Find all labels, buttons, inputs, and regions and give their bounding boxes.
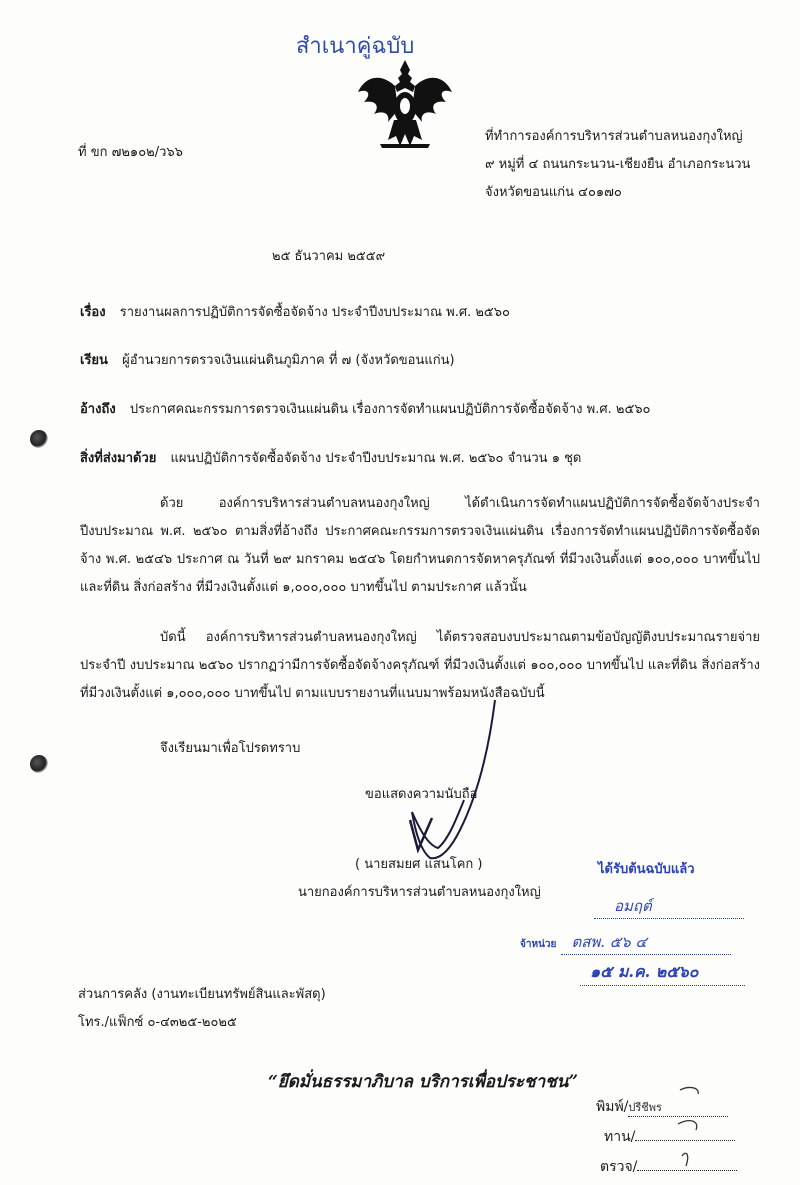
receipt-unit-label: จ้าหน่วย (520, 939, 557, 950)
body-paragraph-2-text: บัดนี้ องค์การบริหารส่วนตำบลหนองกุงใหญ่ ได้ตรวจสอบงบประมาณตามข้อบัญญัติงบประมาณรายจ่ายประจำปี งบประมาณ ๒๕๖๐ ปรากฏว่ามีการจัดซื้อจัดจ้างครุภัณฑ์ ที่มีวงเงินตั้งแต่ ๑๐๐,๐๐๐ บาทขึ้นไป และที่ดิน สิ่งก่อสร้าง ที่มีวงเงินตั้งแต่ ๑,๐๐๐,๐๐๐ บาทขึ้นไป ตามแบบรายงานที่แนบมาพร้อมหนังสือฉบับนี้ (80, 630, 760, 701)
address-line-1: ที่ทำการองค์การบริหารส่วนตำบลหนองกุงใหญ่ (485, 129, 743, 144)
body-paragraph-1 (80, 490, 760, 602)
body-paragraph-1-text: ด้วย องค์การบริหารส่วนตำบลหนองกุงใหญ่ ได้ดำเนินการจัดทำแผนปฏิบัติการจัดซื้อจัดจ้างประจำปีงบประมาณ พ.ศ. ๒๕๖๐ ตามสิ่งที่อ้างถึง ประกาศคณะกรรมการตรวจเงินแผ่นดิน เรื่องการจัดทำแผนปฏิบัติการจัดซื้อจัดจ้าง พ.ศ. ๒๕๔๖ ประกาศ ณ วันที่ ๒๙ มกราคม ๒๕๔๖ โดยกำหนดการจัดหาครุภัณฑ์ ที่มีวงเงินตั้งแต่ ๑๐๐,๐๐๐ บาทขึ้นไป และที่ดิน สิ่งก่อสร้าง ที่มีวงเงินตั้งแต่ ๑,๐๐๐,๐๐๐ บาทขึ้นไป ตามประกาศ แล้วนั้น (80, 496, 760, 595)
closing-line: จึงเรียนมาเพื่อโปรดทราบ (160, 741, 301, 756)
initials-scribble-icon (660, 1080, 720, 1180)
reference-row (80, 401, 650, 419)
punch-hole (30, 430, 48, 448)
signer-position: นายกองค์การบริหารส่วนตำบลหนองกุงใหญ่ (298, 885, 541, 900)
reference-label: อ้างถึง (80, 402, 116, 417)
verify-label: ตรวจ/ (600, 1159, 638, 1175)
motto: “ยึดมั่นธรรมาภิบาล บริการเพื่อประชาชน” (268, 1072, 579, 1092)
body-paragraph-2 (80, 624, 760, 708)
garuda-emblem-icon (350, 52, 460, 152)
enclosure-text: แผนปฏิบัติการจัดซื้อจัดจ้าง ประจำปีงบประมาณ พ.ศ. ๒๕๖๐ จำนวน ๑ ชุด (170, 451, 582, 466)
document-number: ที่ ขก ๗๒๑๐๒/ว๖๖ (78, 145, 183, 160)
copy-stamp: สำเนาคู่ฉบับ (296, 34, 415, 59)
salutation: ขอแสดงความนับถือ (365, 787, 478, 802)
receipt-unit-row (520, 930, 750, 955)
receipt-signer: อมฤต์ (594, 894, 744, 919)
receipt-unit: ตสพ. ๕๖ ๔ (561, 930, 731, 955)
recipient-text: ผู้อำนวยการตรวจเงินแผ่นดินภูมิภาค ที่ ๗ (จังหวัดขอนแก่น) (122, 353, 455, 368)
print-initial: ปรีชีพร (628, 1098, 728, 1117)
handwritten-signature-icon (390, 700, 540, 880)
subject-label: เรื่อง (80, 305, 106, 320)
review-label: ทาน/ (604, 1129, 636, 1145)
receipt-date: ๑๕ ม.ค. ๒๕๖๐ (580, 960, 745, 986)
reference-text: ประกาศคณะกรรมการตรวจเงินแผ่นดิน เรื่องการจัดทำแผนปฏิบัติการจัดซื้อจัดจ้าง พ.ศ. ๒๕๖๐ (129, 402, 651, 417)
phone-fax: โทร./แฟ็กซ์ ๐-๔๓๒๕-๒๐๒๕ (78, 1015, 237, 1030)
subject-text: รายงานผลการปฏิบัติการจัดซื้อจัดจ้าง ประจำปีงบประมาณ พ.ศ. ๒๕๖๐ (119, 305, 510, 320)
print-label: พิมพ์/ (596, 1099, 629, 1115)
department: ส่วนการคลัง (งานทะเบียนทรัพย์สินและพัสดุ) (78, 987, 326, 1002)
address-line-3: จังหวัดขอนแก่น ๔๐๑๗๐ (485, 185, 622, 200)
punch-hole (30, 755, 48, 773)
signer-name: ( นายสมยศ แสนโคก ) (355, 857, 483, 872)
document-date: ๒๕ ธันวาคม ๒๕๕๙ (272, 249, 386, 264)
receipt-stamp-title: ได้รับต้นฉบับแล้ว (598, 862, 695, 877)
recipient-row (80, 352, 455, 370)
enclosure-row (80, 450, 581, 468)
subject-row (80, 304, 510, 322)
address-line-2: ๙ หมู่ที่ ๔ ถนนกระนวน-เชียงยืน อำเภอกระนวน (485, 157, 751, 172)
recipient-label: เรียน (80, 353, 108, 368)
enclosure-label: สิ่งที่ส่งมาด้วย (80, 451, 157, 466)
